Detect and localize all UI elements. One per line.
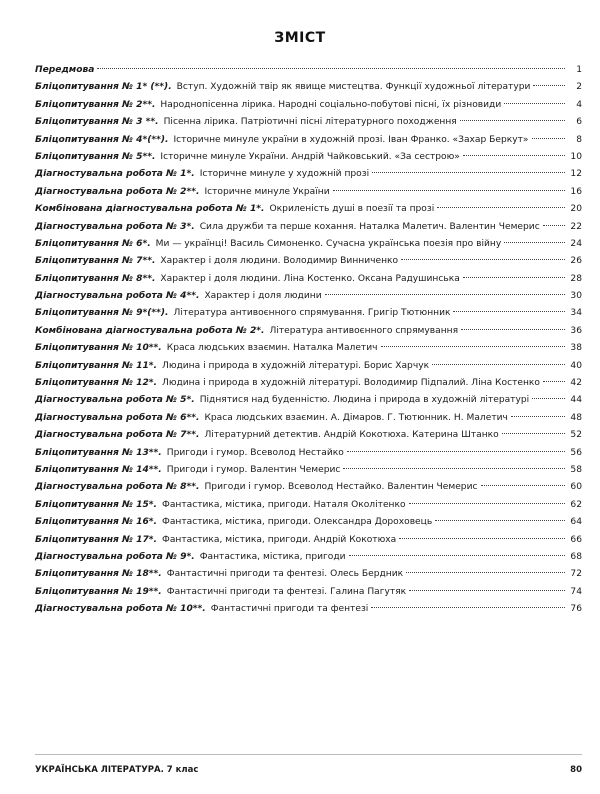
toc-entry-label: Бліцопитування № 1* (**). xyxy=(35,82,172,93)
toc-entry-page: 22 xyxy=(570,221,582,232)
toc-dot-leader xyxy=(97,68,565,69)
table-of-contents xyxy=(35,62,582,619)
toc-entry-topic: Пісенна лірика. Патріотичні пісні літературного походження xyxy=(163,117,457,128)
toc-dot-leader xyxy=(399,538,565,539)
toc-entry-label: Діагностувальна робота № 6**. xyxy=(35,412,200,423)
toc-entry-topic: Краса людських взаємин. А. Дімаров. Г. Тютюнник. Н. Малетич xyxy=(204,412,508,423)
toc-entry-topic: Окриленість душі в поезії та прозі xyxy=(269,204,435,215)
toc-entry-topic: Літературний детектив. Андрій Кокотюха. Катерина Штанко xyxy=(204,430,499,441)
toc-entry-label: Бліцопитування № 10**. xyxy=(35,343,162,354)
footer-page-number: 80 xyxy=(570,765,582,775)
toc-entry-page: 24 xyxy=(570,238,582,249)
toc-dot-leader xyxy=(463,277,565,278)
toc-entry-page: 74 xyxy=(570,586,582,597)
toc-entry-topic: Фантастичні пригоди та фентезі. Олесь Бердник xyxy=(166,569,404,580)
toc-entry-label: Бліцопитування № 4*(**). xyxy=(35,134,169,145)
toc-entry[interactable] xyxy=(35,410,582,427)
toc-dot-leader xyxy=(343,468,565,469)
toc-entry-topic: Література антивоєнного спрямування xyxy=(269,325,459,336)
toc-entry-page: 64 xyxy=(570,517,582,528)
toc-entry-page: 44 xyxy=(570,395,582,406)
toc-entry[interactable] xyxy=(35,497,582,514)
toc-entry-page: 56 xyxy=(570,447,582,458)
toc-entry-topic: Історичне минуле України xyxy=(204,186,330,197)
toc-dot-leader xyxy=(504,103,565,104)
toc-entry[interactable] xyxy=(35,340,582,357)
footer-divider xyxy=(35,754,582,755)
toc-dot-leader xyxy=(349,555,565,556)
toc-entry-page: 42 xyxy=(570,378,582,389)
toc-entry-page: 4 xyxy=(576,99,582,110)
toc-entry-page: 30 xyxy=(570,291,582,302)
toc-entry-label: Бліцопитування № 9*(**). xyxy=(35,308,169,319)
toc-entry-topic: Фантастичні пригоди та фентезі xyxy=(210,604,369,615)
toc-entry-label: Бліцопитування № 5**. xyxy=(35,151,156,162)
toc-entry-label: Комбінована діагностувальна робота № 2*. xyxy=(35,325,265,336)
toc-entry[interactable] xyxy=(35,566,582,583)
toc-entry-topic: Народнопісенна лірика. Народні соціально-побутові пісні, їх різновиди xyxy=(160,99,502,110)
toc-entry-label: Бліцопитування № 2**. xyxy=(35,99,156,110)
toc-dot-leader xyxy=(532,138,566,139)
toc-entry-page: 66 xyxy=(570,534,582,545)
toc-entry-topic: Вступ. Художній твір як явище мистецтва. Функції художньої літератури xyxy=(176,82,531,93)
toc-entry[interactable] xyxy=(35,584,582,601)
toc-entry-label: Бліцопитування № 3 **. xyxy=(35,117,159,128)
toc-entry-label: Діагностувальна робота № 8**. xyxy=(35,482,200,493)
toc-entry-label: Діагностувальна робота № 10**. xyxy=(35,604,206,615)
toc-entry-label: Бліцопитування № 16*. xyxy=(35,517,157,528)
toc-entry[interactable] xyxy=(35,149,582,166)
page-title: ЗМІСТ xyxy=(274,30,326,46)
toc-entry-page: 38 xyxy=(570,343,582,354)
toc-entry-label: Діагностувальна робота № 7**. xyxy=(35,430,200,441)
toc-entry-topic: Ми — українці! Василь Симоненко. Сучасна українська поезія про війну xyxy=(155,238,502,249)
toc-dot-leader xyxy=(406,572,565,573)
toc-dot-leader xyxy=(532,398,565,399)
toc-entry-topic: Пригоди і гумор. Всеволод Нестайко. Валентин Чемерис xyxy=(204,482,478,493)
toc-entry-label: Бліцопитування № 11*. xyxy=(35,360,157,371)
toc-entry-topic: Характер і доля людини. Володимир Винниченко xyxy=(160,256,399,267)
toc-dot-leader xyxy=(333,190,565,191)
toc-entry-topic: Історичне минуле у художній прозі xyxy=(199,169,370,180)
toc-entry[interactable] xyxy=(35,166,582,183)
toc-dot-leader xyxy=(347,451,565,452)
toc-entry[interactable] xyxy=(35,114,582,131)
toc-entry-label: Діагностувальна робота № 5*. xyxy=(35,395,195,406)
toc-dot-leader xyxy=(432,364,565,365)
toc-dot-leader xyxy=(401,259,565,260)
toc-entry-page: 6 xyxy=(576,117,582,128)
toc-entry-topic: Сила дружби та перше кохання. Наталка Малетич. Валентин Чемерис xyxy=(199,221,540,232)
toc-dot-leader xyxy=(460,120,565,121)
toc-entry[interactable] xyxy=(35,184,582,201)
toc-dot-leader xyxy=(381,346,565,347)
toc-entry-label: Бліцопитування № 7**. xyxy=(35,256,156,267)
toc-entry[interactable] xyxy=(35,132,582,149)
toc-dot-leader xyxy=(409,590,565,591)
toc-dot-leader xyxy=(504,242,565,243)
toc-entry[interactable] xyxy=(35,253,582,270)
toc-entry-label: Діагностувальна робота № 1*. xyxy=(35,169,195,180)
toc-entry-topic: Пригоди і гумор. Всеволод Нестайко xyxy=(166,447,344,458)
toc-entry-page: 28 xyxy=(570,273,582,284)
toc-entry-topic: Історичне минуле україни в художній прозі. Іван Франко. «Захар Беркут» xyxy=(173,134,529,145)
toc-entry-label: Бліцопитування № 19**. xyxy=(35,586,162,597)
toc-entry-label: Бліцопитування № 6*. xyxy=(35,238,151,249)
toc-entry-label: Діагностувальна робота № 2**. xyxy=(35,186,200,197)
toc-entry[interactable] xyxy=(35,219,582,236)
toc-entry-topic: Людина і природа в художній літературі. Володимир Підпалий. Ліна Костенко xyxy=(161,378,540,389)
toc-entry[interactable] xyxy=(35,549,582,566)
toc-entry-topic: Фантастика, містика, пригоди. Андрій Кокотюха xyxy=(161,534,397,545)
toc-entry[interactable] xyxy=(35,445,582,462)
toc-dot-leader xyxy=(325,294,565,295)
toc-dot-leader xyxy=(372,172,565,173)
toc-entry-label: Бліцопитування № 18**. xyxy=(35,569,162,580)
toc-entry[interactable] xyxy=(35,375,582,392)
toc-dot-leader xyxy=(543,381,565,382)
toc-entry-topic: Історичне минуле України. Андрій Чайковський. «За сестрою» xyxy=(160,151,460,162)
toc-entry-label: Діагностувальна робота № 4**. xyxy=(35,291,200,302)
toc-entry-page: 68 xyxy=(570,551,582,562)
toc-entry-page: 62 xyxy=(570,499,582,510)
toc-entry[interactable] xyxy=(35,79,582,96)
toc-entry[interactable] xyxy=(35,392,582,409)
toc-entry-topic: Фантастика, містика, пригоди xyxy=(199,551,346,562)
toc-dot-leader xyxy=(543,225,565,226)
toc-entry-topic: Характер і доля людини. Ліна Костенко. Оксана Радушинська xyxy=(160,273,460,284)
toc-entry-page: 10 xyxy=(570,151,582,162)
toc-entry-page: 52 xyxy=(570,430,582,441)
toc-entry-label: Комбінована діагностувальна робота № 1*. xyxy=(35,204,265,215)
toc-dot-leader xyxy=(461,329,565,330)
toc-entry-page: 26 xyxy=(570,256,582,267)
toc-entry-page: 60 xyxy=(570,482,582,493)
toc-entry-page: 40 xyxy=(570,360,582,371)
toc-dot-leader xyxy=(463,155,565,156)
toc-entry[interactable] xyxy=(35,236,582,253)
toc-entry-label: Діагностувальна робота № 9*. xyxy=(35,551,195,562)
toc-entry-page: 72 xyxy=(570,569,582,580)
toc-entry[interactable] xyxy=(35,323,582,340)
toc-entry-page: 1 xyxy=(576,65,582,75)
toc-entry[interactable] xyxy=(35,514,582,531)
toc-dot-leader xyxy=(409,503,565,504)
toc-entry-topic: Література антивоєнного спрямування. Григір Тютюнник xyxy=(173,308,451,319)
toc-entry-topic: Фантастичні пригоди та фентезі. Галина Пагутяк xyxy=(166,586,407,597)
toc-entry-label: Передмова xyxy=(35,65,95,75)
toc-entry[interactable] xyxy=(35,305,582,322)
toc-entry-topic: Людина і природа в художній літературі. Борис Харчук xyxy=(161,360,430,371)
toc-entry-page: 12 xyxy=(570,169,582,180)
toc-entry[interactable] xyxy=(35,288,582,305)
toc-entry[interactable] xyxy=(35,271,582,288)
toc-entry-page: 36 xyxy=(570,325,582,336)
toc-entry-page: 20 xyxy=(570,204,582,215)
toc-dot-leader xyxy=(371,607,565,608)
toc-entry-topic: Характер і доля людини xyxy=(204,291,322,302)
toc-entry[interactable] xyxy=(35,358,582,375)
toc-dot-leader xyxy=(481,485,566,486)
page-footer xyxy=(35,763,582,777)
toc-dot-leader xyxy=(437,207,565,208)
toc-entry-label: Бліцопитування № 14**. xyxy=(35,464,162,475)
toc-entry-label: Діагностувальна робота № 3*. xyxy=(35,221,195,232)
toc-entry-label: Бліцопитування № 15*. xyxy=(35,499,157,510)
toc-entry[interactable] xyxy=(35,62,582,79)
toc-entry-page: 48 xyxy=(570,412,582,423)
toc-entry[interactable] xyxy=(35,201,582,218)
toc-entry[interactable] xyxy=(35,479,582,496)
toc-entry-topic: Пригоди і гумор. Валентин Чемерис xyxy=(166,464,341,475)
toc-dot-leader xyxy=(435,520,565,521)
toc-dot-leader xyxy=(453,311,565,312)
toc-entry-page: 58 xyxy=(570,464,582,475)
toc-entry[interactable] xyxy=(35,427,582,444)
toc-entry-page: 16 xyxy=(570,186,582,197)
toc-entry[interactable] xyxy=(35,601,582,618)
toc-entry-label: Бліцопитування № 12*. xyxy=(35,378,157,389)
toc-entry[interactable] xyxy=(35,462,582,479)
toc-dot-leader xyxy=(511,416,565,417)
toc-dot-leader xyxy=(533,85,565,86)
toc-entry-topic: Фантастика, містика, пригоди. Олександра Дороховець xyxy=(161,517,433,528)
footer-book-title: УКРАЇНСЬКА ЛІТЕРАТУРА. 7 клас xyxy=(35,765,199,775)
toc-entry-page: 76 xyxy=(570,604,582,615)
toc-entry[interactable] xyxy=(35,97,582,114)
toc-entry-topic: Піднятися над буденністю. Людина і природа в художній літературі xyxy=(199,395,530,406)
toc-entry-page: 8 xyxy=(576,134,582,145)
toc-entry-topic: Фантастика, містика, пригоди. Наталя Околітенко xyxy=(161,499,406,510)
toc-entry-page: 2 xyxy=(576,82,582,93)
toc-entry-page: 34 xyxy=(570,308,582,319)
toc-entry-label: Бліцопитування № 13**. xyxy=(35,447,162,458)
toc-entry[interactable] xyxy=(35,532,582,549)
toc-entry-label: Бліцопитування № 8**. xyxy=(35,273,156,284)
toc-entry-label: Бліцопитування № 17*. xyxy=(35,534,157,545)
toc-entry-topic: Краса людських взаємин. Наталка Малетич xyxy=(166,343,378,354)
toc-dot-leader xyxy=(502,433,565,434)
